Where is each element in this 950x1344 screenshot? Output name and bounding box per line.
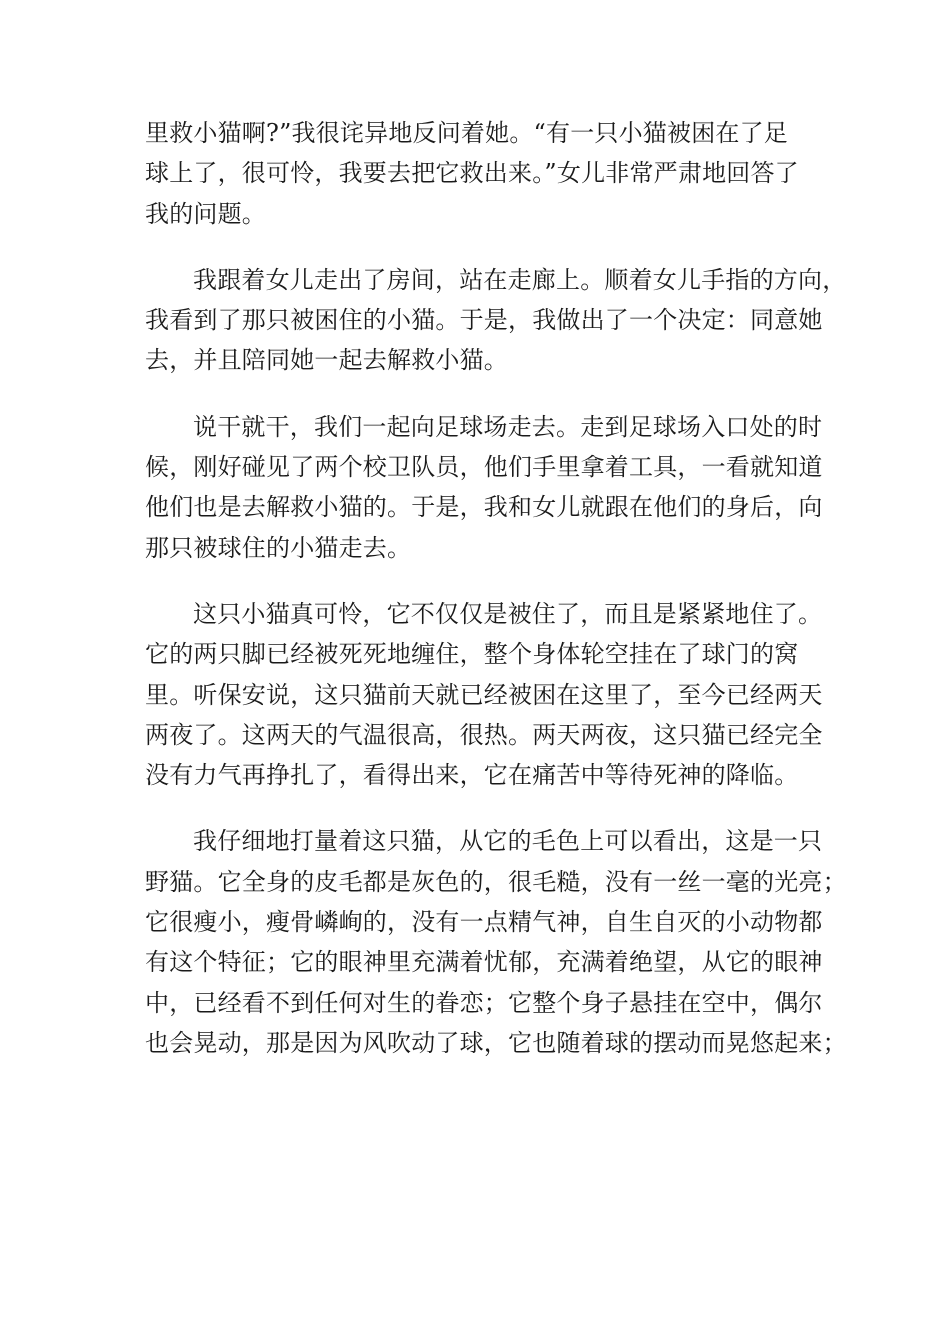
text-line-first xyxy=(145,821,823,861)
text-line-first xyxy=(145,594,823,634)
text-line-content: 我跟着女儿走出了房间，站在走廊上。顺着女儿手指的方向， xyxy=(193,265,847,294)
paragraph-1 xyxy=(145,113,807,234)
text-line-first xyxy=(145,260,847,300)
text-line: 没有力气再挣扎了，看得出来，它在痛苦中等待死神的降临。 xyxy=(145,761,799,790)
text-line: 球上了，很可怜，我要去把它救出来。”女儿非常严肃地回答了 xyxy=(145,159,799,188)
text-line-content: 说干就干，我们一起向足球场走去。走到足球场入口处的时 xyxy=(193,412,823,441)
document-page xyxy=(145,113,847,1089)
text-line: 里。听保安说，这只猫前天就已经被困在这里了，至今已经两天 xyxy=(145,680,823,709)
text-line: 野猫。它全身的皮毛都是灰色的，很毛糙，没有一丝一毫的光亮； xyxy=(145,867,847,896)
text-line: 那只被球住的小猫走去。 xyxy=(145,533,412,562)
text-line: 中，已经看不到任何对生的眷恋；它整个身子悬挂在空中，偶尔 xyxy=(145,988,823,1017)
paragraph-5 xyxy=(145,821,847,1063)
paragraph-2 xyxy=(145,260,847,381)
text-line: 我看到了那只被困住的小猫。于是，我做出了一个决定：同意她 xyxy=(145,306,823,335)
text-line-first xyxy=(145,407,823,447)
text-line-content: 这只小猫真可怜，它不仅仅是被住了，而且是紧紧地住了。 xyxy=(193,599,823,628)
text-line: 候，刚好碰见了两个校卫队员，他们手里拿着工具，一看就知道 xyxy=(145,453,823,482)
paragraph-4 xyxy=(145,594,823,795)
text-line: 有这个特征；它的眼神里充满着忧郁，充满着绝望，从它的眼神 xyxy=(145,948,823,977)
text-line: 里救小猫啊?”我很诧异地反问着她。“有一只小猫被困在了足 xyxy=(145,119,789,147)
text-line: 它很瘦小，瘦骨嶙峋的，没有一点精气神，自生自灭的小动物都 xyxy=(145,908,823,937)
text-line: 他们也是去解救小猫的。于是，我和女儿就跟在他们的身后，向 xyxy=(145,493,823,522)
text-line: 我的问题。 xyxy=(145,199,266,228)
text-line: 去，并且陪同她一起去解救小猫。 xyxy=(145,346,508,375)
paragraph-3 xyxy=(145,407,823,568)
text-line: 也会晃动，那是因为风吹动了球，它也随着球的摆动而晃悠起来； xyxy=(145,1028,847,1057)
text-line-content: 我仔细地打量着这只猫，从它的毛色上可以看出，这是一只 xyxy=(193,827,823,856)
text-line: 它的两只脚已经被死死地缠住，整个身体轮空挂在了球门的窝 xyxy=(145,640,799,669)
text-line: 两夜了。这两天的气温很高，很热。两天两夜，这只猫已经完全 xyxy=(145,720,823,749)
